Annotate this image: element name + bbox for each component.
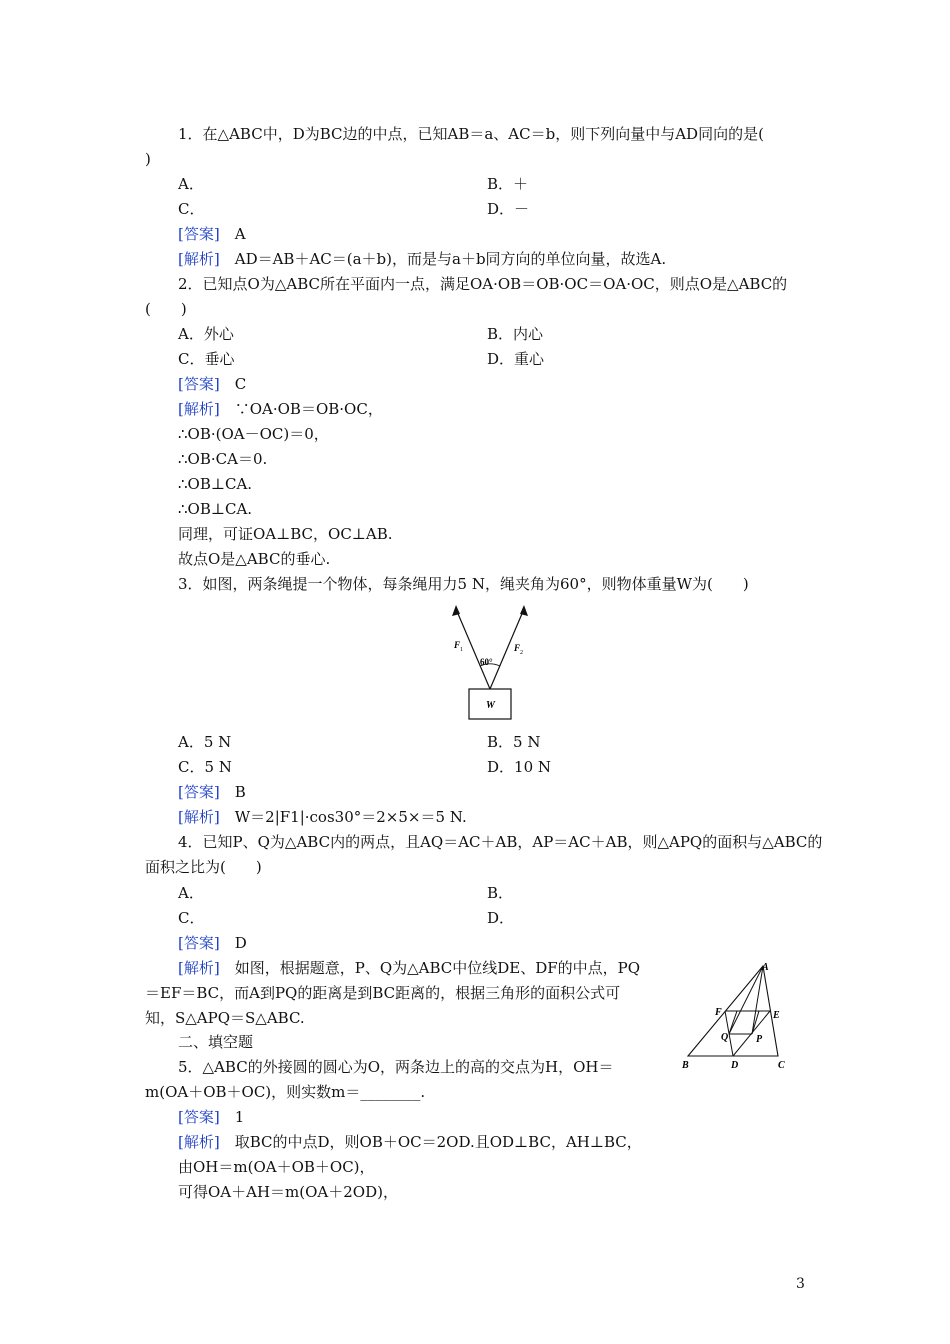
analysis-text: AD＝AB＋AC＝(a＋b)，而是与a＋b同方向的单位向量，故选A. — [234, 250, 667, 268]
answer-value: A — [234, 225, 246, 243]
answer-tag: [答案] — [178, 375, 220, 393]
answer-value: B — [234, 783, 246, 801]
analysis-text: 知，S△APQ＝S△ABC. — [145, 1009, 305, 1027]
analysis-tag: [解析] — [178, 808, 220, 826]
q4-analysis — [178, 958, 640, 978]
analysis-text: 可得OA＋AH＝m(OA＋2OD)， — [178, 1183, 398, 1201]
label-angle: 60° — [480, 657, 493, 667]
label-f2: F — [514, 643, 521, 653]
label-a: A — [762, 962, 769, 973]
label-f1: F — [454, 640, 461, 650]
label-b: B — [682, 1060, 689, 1071]
answer-tag: [答案] — [178, 1108, 220, 1126]
q2-option-c: C．垂心 — [178, 350, 235, 368]
q4-option-d: D． — [487, 909, 515, 927]
label-e: E — [773, 1010, 780, 1021]
q1-analysis — [178, 249, 666, 269]
analysis-step: ∵OA·OB＝OB·OC， — [234, 400, 383, 418]
q5-analysis — [178, 1132, 642, 1152]
label-f: F — [715, 1007, 722, 1018]
analysis-tag: [解析] — [178, 400, 220, 418]
q4-answer — [178, 933, 247, 953]
q2-analysis — [178, 399, 383, 419]
answer-value: C — [234, 375, 247, 393]
q2-stem: 2．已知点O为△ABC所在平面内一点，满足OA·OB＝OB·OC＝OA·OC，则点O是△ABC的 — [178, 275, 788, 293]
label-q: Q — [721, 1032, 729, 1043]
q3-stem: 3．如图，两条绳提一个物体，每条绳用力5 N，绳夹角为60°，则物体重量W为( ) — [178, 575, 749, 593]
q1-option-b: B．＋ — [487, 175, 529, 193]
analysis-step: ∴OB⊥CA. — [178, 500, 253, 518]
q5-answer — [178, 1107, 244, 1127]
q4-stem: 4．已知P、Q为△ABC内的两点，且AQ＝AC＋AB，AP＝AC＋AB，则△APQ的面积与△ABC的 — [178, 833, 823, 851]
analysis-tag: [解析] — [178, 250, 220, 268]
analysis-text: 如图，根据题意，P、Q为△ABC中位线DE、DF的中点，PQ — [234, 959, 641, 977]
q4-stem-end: 面积之比为( ) — [145, 858, 262, 876]
analysis-tag: [解析] — [178, 1133, 220, 1151]
analysis-step: 故点O是△ABC的垂心. — [178, 550, 331, 568]
q3-option-c: C．5 N — [178, 758, 232, 776]
q2-option-d: D．重心 — [487, 350, 545, 368]
q3-option-b: B．5 N — [487, 733, 541, 751]
q1-answer — [178, 224, 246, 244]
label-d: D — [731, 1060, 739, 1071]
q5-stem: 5．△ABC的外接圆的圆心为O，两条边上的高的交点为H，OH＝ — [178, 1058, 614, 1076]
answer-value: D — [234, 934, 247, 952]
label-c: C — [778, 1060, 785, 1071]
label-w: W — [486, 700, 495, 711]
q2-stem-end: ( ) — [145, 300, 187, 318]
q1-option-a: A． — [178, 175, 204, 193]
analysis-step: ∴OB⊥CA. — [178, 475, 253, 493]
analysis-tag: [解析] — [178, 959, 220, 977]
label-f1-sub: 1 — [460, 647, 463, 653]
q4-option-c: C． — [178, 909, 205, 927]
q3-analysis — [178, 807, 467, 827]
page-number: 3 — [796, 1276, 805, 1292]
analysis-text: 取BC的中点D，则OB＋OC＝2OD.且OD⊥BC，AH⊥BC， — [234, 1133, 642, 1151]
answer-tag: [答案] — [178, 783, 220, 801]
answer-tag: [答案] — [178, 934, 220, 952]
q2-answer — [178, 374, 246, 394]
answer-tag: [答案] — [178, 225, 220, 243]
q4-option-b: B． — [487, 884, 514, 902]
q3-option-a: A．5 N — [178, 733, 232, 751]
triangle-figure — [678, 958, 798, 1074]
answer-value: 1 — [234, 1108, 245, 1126]
analysis-text: 由OH＝m(OA＋OB＋OC)， — [178, 1158, 375, 1176]
label-p: P — [756, 1034, 763, 1045]
parallel-1 — [729, 1011, 737, 1034]
q4-option-a: A． — [178, 884, 204, 902]
analysis-step: ∴OB·CA＝0. — [178, 450, 268, 468]
analysis-text: ＝EF＝BC，而A到PQ的距离是到BC距离的，根据三角形的面积公式可 — [145, 984, 621, 1002]
section-title: 二、填空题 — [178, 1033, 254, 1051]
q1-option-c: C． — [178, 200, 205, 218]
q2-option-b: B．内心 — [487, 325, 544, 343]
q5-stem-end: m(OA＋OB＋OC)，则实数m＝________. — [145, 1083, 426, 1101]
rope-force-figure — [440, 603, 550, 725]
q1-stem: 1．在△ABC中，D为BC边的中点，已知AB＝a、AC＝b，则下列向量中与AD同向的是( — [178, 125, 764, 143]
q2-option-a: A．外心 — [178, 325, 234, 343]
q1-stem-end: ) — [145, 150, 151, 168]
analysis-text: W＝2|F1|·cos30°＝2×5×＝5 N. — [234, 808, 467, 826]
analysis-step: ∴OB·(OA－OC)＝0， — [178, 425, 329, 443]
analysis-step: 同理，可证OA⊥BC，OC⊥AB. — [178, 525, 393, 543]
q3-option-d: D．10 N — [487, 758, 552, 776]
q1-option-d: D．－ — [487, 200, 530, 218]
label-f2-sub: 2 — [520, 650, 523, 656]
q3-answer — [178, 782, 246, 802]
